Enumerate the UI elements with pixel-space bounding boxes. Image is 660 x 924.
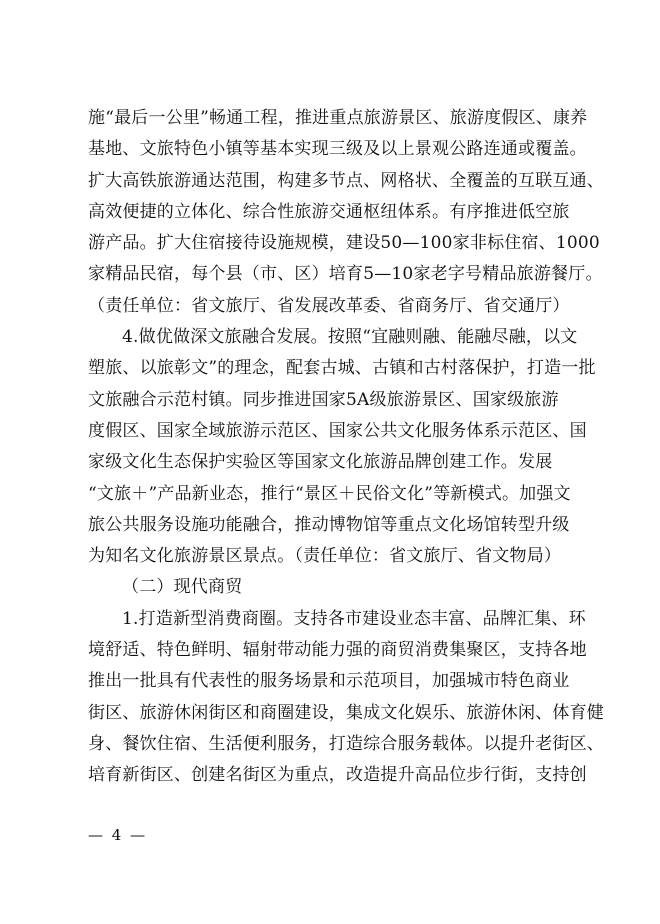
text-line: 施“最后一公里”畅通工程，推进重点旅游景区、旅游度假区、康养 xyxy=(88,108,588,128)
text-line: 度假区、国家全域旅游示范区、国家公共文化服务体系示范区、国 xyxy=(88,420,587,441)
text-line: 家精品民宿，每个县（市、区）培育5—10家老字号精品旅游餐厅。 xyxy=(88,264,603,285)
text-line: 基地、文旅特色小镇等基本实现三级及以上景观公路连通或覆盖。 xyxy=(88,139,587,160)
text-line: 培育新街区、创建名街区为重点，改造提升高品位步行街，支持创 xyxy=(88,765,587,786)
text-line: 境舒适、特色鲜明、辐射带动能力强的商贸消费集聚区，支持各地 xyxy=(88,640,587,661)
body-text xyxy=(88,103,604,792)
text-line: 旅公共服务设施功能融合，推动博物馆等重点文化场馆转型升级 xyxy=(88,514,570,535)
text-line: 塑旅、以旅彰文”的理念，配套古城、古镇和古村落保护，打造一批 xyxy=(88,358,596,379)
text-line: 高效便捷的立体化、综合性旅游交通枢纽体系。有序推进低空旅 xyxy=(88,201,570,222)
text-line: 身、餐饮住宿、生活便利服务，打造综合服务载体。以提升老街区、 xyxy=(88,733,604,754)
text-line: 游产品。扩大住宿接待设施规模，建设50—100家非标住宿、1000 xyxy=(88,233,600,254)
paragraph-start-line: 1.打造新型消费商圈。支持各市建设业态丰富、品牌汇集、环 xyxy=(122,608,586,629)
text-line: （责任单位：省文旅厅、省发展改革委、省商务厅、省交通厅） xyxy=(88,295,570,316)
section-heading: （二）现代商贸 xyxy=(122,577,243,598)
text-line: 扩大高铁旅游通达范围，构建多节点、网格状、全覆盖的互联互通、 xyxy=(88,170,604,191)
paragraph-start-line: 4.做优做深文旅融合发展。按照“宜融则融、能融尽融，以文 xyxy=(122,327,578,348)
text-line: 家级文化生态保护实验区等国家文化旅游品牌创建工作。发展 xyxy=(88,452,553,473)
text-line: 为知名文化旅游景区景点。（责任单位：省文旅厅、省文物局） xyxy=(88,546,562,567)
text-line: 推出一批具有代表性的服务场景和示范项目，加强城市特色商业 xyxy=(88,671,570,692)
text-line: “文旅＋”产品新业态，推行“景区＋民俗文化”等新模式。加强文 xyxy=(88,483,571,504)
page-number: — 4 — xyxy=(88,826,148,844)
text-line: 文旅融合示范村镇。同步推进国家5A级旅游景区、国家级旅游 xyxy=(88,389,559,410)
text-line: 街区、旅游休闲街区和商圈建设，集成文化娱乐、旅游休闲、体育健 xyxy=(88,702,604,723)
